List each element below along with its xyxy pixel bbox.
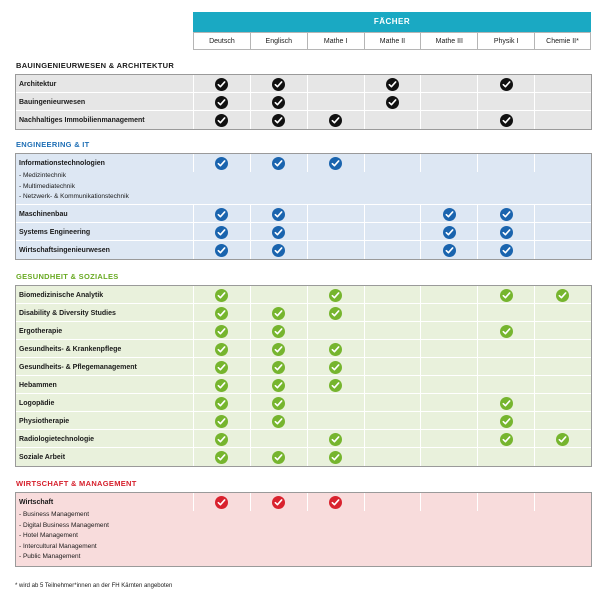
check-icon: [329, 361, 342, 374]
table-cell: [477, 241, 534, 259]
section-table-eng: [15, 153, 592, 260]
table-cell: [364, 430, 421, 448]
column-header: Physik I: [477, 32, 534, 50]
check-icon: [329, 114, 342, 127]
table-cell: [307, 93, 364, 111]
check-icon: [443, 244, 456, 257]
table-cell: [364, 358, 421, 376]
table-cell: [420, 304, 477, 322]
table-row: [16, 493, 591, 511]
row-label: Disability & Diversity Studies: [19, 309, 116, 317]
table-cell: [534, 448, 591, 466]
table-cell: [193, 286, 250, 304]
row-label: Bauingenieurwesen: [19, 98, 86, 106]
table-cell: [250, 205, 307, 223]
sub-program-list: [19, 510, 109, 563]
table-cell: [534, 493, 591, 511]
table-cell: [534, 205, 591, 223]
table-cell: [420, 322, 477, 340]
table-cell: [307, 394, 364, 412]
table-cell: [477, 111, 534, 129]
column-header: Englisch: [250, 32, 307, 50]
table-cell: [193, 340, 250, 358]
check-icon: [215, 415, 228, 428]
check-icon: [500, 325, 513, 338]
table-row: [16, 223, 591, 241]
table-row: [16, 241, 591, 259]
table-cell: [477, 154, 534, 172]
check-icon: [272, 307, 285, 320]
table-cell: [477, 75, 534, 93]
check-icon: [329, 307, 342, 320]
sub-program-item: - Netzwerk- & Kommunikationstechnik: [19, 193, 129, 200]
row-label: Physiotherapie: [19, 417, 70, 425]
table-cell: [420, 376, 477, 394]
check-icon: [215, 343, 228, 356]
check-icon: [443, 208, 456, 221]
section-title-wir: WIRTSCHAFT & MANAGEMENT: [16, 479, 137, 488]
table-cell: [364, 322, 421, 340]
check-icon: [500, 433, 513, 446]
table-cell: [307, 322, 364, 340]
table-cell: [477, 304, 534, 322]
row-label: Informationstechnologien: [19, 159, 105, 167]
sub-program-item: - Digital Business Management: [19, 521, 109, 529]
table-cell: [534, 376, 591, 394]
row-label: Gesundheits- & Krankenpflege: [19, 345, 122, 353]
check-icon: [500, 78, 513, 91]
table-cell: [364, 493, 421, 511]
check-icon: [272, 114, 285, 127]
check-icon: [272, 361, 285, 374]
table-cell: [307, 286, 364, 304]
table-row: [16, 304, 591, 322]
check-icon: [215, 379, 228, 392]
table-cell: [477, 93, 534, 111]
check-icon: [272, 343, 285, 356]
check-icon: [443, 226, 456, 239]
table-cell: [420, 448, 477, 466]
table-cell: [477, 448, 534, 466]
check-icon: [215, 451, 228, 464]
table-cell: [534, 154, 591, 172]
table-row: [16, 340, 591, 358]
table-cell: [250, 358, 307, 376]
column-header: Deutsch: [193, 32, 250, 50]
table-cell: [193, 205, 250, 223]
table-cell: [364, 412, 421, 430]
table-row: [16, 205, 591, 223]
table-cell: [364, 205, 421, 223]
table-cell: [420, 493, 477, 511]
row-label: Maschinenbau: [19, 210, 68, 218]
table-cell: [364, 223, 421, 241]
table-cell: [193, 154, 250, 172]
table-cell: [420, 154, 477, 172]
table-cell: [364, 340, 421, 358]
row-label: Radiologietechnologie: [19, 435, 95, 443]
check-icon: [556, 289, 569, 302]
sub-program-item: - Medizintechnik: [19, 172, 66, 179]
check-icon: [500, 226, 513, 239]
check-icon: [329, 451, 342, 464]
table-cell: [250, 376, 307, 394]
check-icon: [215, 226, 228, 239]
table-cell: [420, 223, 477, 241]
table-row: [16, 322, 591, 340]
table-cell: [477, 376, 534, 394]
section-table-wir: [15, 492, 592, 567]
sub-program-item: - Multimediatechnik: [19, 182, 75, 190]
column-header-row: [193, 32, 591, 50]
check-icon: [215, 244, 228, 257]
sub-program-item: - Hotel Management: [19, 532, 78, 539]
table-row: [16, 111, 591, 129]
table-cell: [250, 430, 307, 448]
sub-program-list: [19, 171, 129, 203]
table-cell: [477, 394, 534, 412]
row-label: Ergotherapie: [19, 327, 63, 335]
sub-program-item: - Intercultural Management: [19, 542, 97, 550]
check-icon: [272, 208, 285, 221]
table-cell: [534, 322, 591, 340]
row-label: Logopädie: [19, 399, 55, 407]
table-cell: [420, 430, 477, 448]
table-cell: [250, 448, 307, 466]
row-label: Wirtschaftsingenieurwesen: [19, 246, 110, 254]
table-cell: [364, 286, 421, 304]
table-cell: [250, 241, 307, 259]
table-cell: [420, 394, 477, 412]
table-cell: [420, 75, 477, 93]
table-cell: [364, 304, 421, 322]
table-cell: [193, 430, 250, 448]
table-cell: [250, 493, 307, 511]
table-cell: [250, 93, 307, 111]
row-label: Soziale Arbeit: [19, 453, 66, 461]
table-cell: [420, 241, 477, 259]
column-header: Chemie II*: [534, 32, 591, 50]
section-title-bau: BAUINGENIEURWESEN & ARCHITEKTUR: [16, 61, 175, 70]
table-cell: [193, 376, 250, 394]
faecher-header: FÄCHER: [193, 12, 591, 32]
table-cell: [534, 340, 591, 358]
table-cell: [477, 223, 534, 241]
table-cell: [193, 75, 250, 93]
table-cell: [477, 358, 534, 376]
table-cell: [534, 223, 591, 241]
table-cell: [307, 493, 364, 511]
table-cell: [193, 412, 250, 430]
table-cell: [307, 205, 364, 223]
check-icon: [272, 415, 285, 428]
table-cell: [193, 493, 250, 511]
section-table-ges: [15, 285, 592, 467]
table-cell: [534, 304, 591, 322]
check-icon: [272, 157, 285, 170]
check-icon: [329, 343, 342, 356]
table-cell: [193, 111, 250, 129]
table-cell: [250, 304, 307, 322]
table-cell: [250, 322, 307, 340]
row-label: Biomedizinische Analytik: [19, 291, 104, 299]
table-cell: [193, 322, 250, 340]
table-cell: [250, 154, 307, 172]
table-row: [16, 75, 591, 93]
table-cell: [477, 205, 534, 223]
column-header: Mathe II: [364, 32, 421, 50]
table-cell: [420, 340, 477, 358]
table-row: [16, 154, 591, 172]
check-icon: [386, 78, 399, 91]
check-icon: [272, 325, 285, 338]
table-cell: [364, 241, 421, 259]
table-cell: [250, 412, 307, 430]
check-icon: [329, 157, 342, 170]
table-row: [16, 376, 591, 394]
table-row: [16, 448, 591, 466]
check-icon: [215, 496, 228, 509]
table-cell: [477, 493, 534, 511]
check-icon: [215, 114, 228, 127]
table-cell: [250, 111, 307, 129]
column-header: Mathe I: [307, 32, 364, 50]
table-cell: [420, 111, 477, 129]
table-cell: [307, 111, 364, 129]
check-icon: [329, 433, 342, 446]
table-row: [16, 430, 591, 448]
table-cell: [307, 241, 364, 259]
section-title-eng: ENGINEERING & IT: [16, 140, 90, 149]
check-icon: [500, 397, 513, 410]
table-cell: [307, 154, 364, 172]
table-cell: [250, 75, 307, 93]
table-row: [16, 394, 591, 412]
check-icon: [500, 289, 513, 302]
table-cell: [364, 93, 421, 111]
table-row: [16, 358, 591, 376]
table-cell: [193, 93, 250, 111]
check-icon: [272, 244, 285, 257]
check-icon: [272, 96, 285, 109]
table-row: [16, 93, 591, 111]
row-label: Nachhaltiges Immobilienmanagement: [19, 116, 145, 124]
check-icon: [215, 96, 228, 109]
check-icon: [215, 289, 228, 302]
table-cell: [477, 412, 534, 430]
row-label: Hebammen: [19, 381, 57, 389]
table-cell: [364, 111, 421, 129]
check-icon: [329, 496, 342, 509]
check-icon: [272, 226, 285, 239]
table-cell: [534, 430, 591, 448]
table-cell: [477, 430, 534, 448]
section-title-ges: GESUNDHEIT & SOZIALES: [16, 272, 119, 281]
table-cell: [534, 241, 591, 259]
check-icon: [329, 379, 342, 392]
check-icon: [272, 451, 285, 464]
table-cell: [193, 394, 250, 412]
table-cell: [477, 322, 534, 340]
check-icon: [272, 496, 285, 509]
table-cell: [307, 304, 364, 322]
table-cell: [534, 75, 591, 93]
section-table-bau: [15, 74, 592, 130]
table-cell: [250, 223, 307, 241]
check-icon: [500, 415, 513, 428]
table-cell: [534, 412, 591, 430]
table-cell: [307, 75, 364, 93]
check-icon: [500, 244, 513, 257]
check-icon: [272, 379, 285, 392]
row-label: Systems Engineering: [19, 228, 91, 236]
table-cell: [534, 111, 591, 129]
sub-program-item: - Public Management: [19, 553, 81, 560]
table-cell: [307, 412, 364, 430]
row-label: Architektur: [19, 80, 57, 88]
table-cell: [307, 358, 364, 376]
table-cell: [193, 304, 250, 322]
check-icon: [215, 433, 228, 446]
column-header: Mathe III: [420, 32, 477, 50]
table-cell: [477, 340, 534, 358]
table-cell: [250, 340, 307, 358]
table-cell: [307, 430, 364, 448]
check-icon: [272, 397, 285, 410]
table-cell: [420, 93, 477, 111]
table-cell: [307, 340, 364, 358]
table-cell: [193, 241, 250, 259]
table-cell: [477, 286, 534, 304]
table-cell: [193, 223, 250, 241]
table-cell: [420, 205, 477, 223]
table-cell: [307, 448, 364, 466]
check-icon: [215, 325, 228, 338]
table-cell: [193, 448, 250, 466]
check-icon: [329, 289, 342, 302]
table-cell: [364, 448, 421, 466]
table-cell: [420, 358, 477, 376]
check-icon: [215, 307, 228, 320]
sub-program-item: - Business Management: [19, 511, 90, 518]
check-icon: [215, 208, 228, 221]
table-cell: [534, 286, 591, 304]
table-cell: [364, 376, 421, 394]
check-icon: [556, 433, 569, 446]
table-row: [16, 286, 591, 304]
table-cell: [420, 286, 477, 304]
row-label: Gesundheits- & Pflegemanagement: [19, 363, 137, 371]
check-icon: [272, 78, 285, 91]
table-cell: [193, 358, 250, 376]
table-cell: [534, 93, 591, 111]
check-icon: [500, 114, 513, 127]
table-cell: [534, 394, 591, 412]
table-cell: [250, 286, 307, 304]
check-icon: [215, 361, 228, 374]
row-label: Wirtschaft: [19, 498, 54, 506]
check-icon: [215, 397, 228, 410]
table-cell: [364, 394, 421, 412]
table-cell: [364, 154, 421, 172]
table-cell: [307, 376, 364, 394]
footnote: * wird ab 5 Teilnehmer*innen an der FH Kärnten angeboten: [15, 583, 173, 589]
check-icon: [500, 208, 513, 221]
table-cell: [307, 223, 364, 241]
table-row: [16, 412, 591, 430]
table-cell: [534, 358, 591, 376]
table-cell: [420, 412, 477, 430]
table-cell: [250, 394, 307, 412]
check-icon: [215, 78, 228, 91]
table-cell: [364, 75, 421, 93]
check-icon: [386, 96, 399, 109]
check-icon: [215, 157, 228, 170]
